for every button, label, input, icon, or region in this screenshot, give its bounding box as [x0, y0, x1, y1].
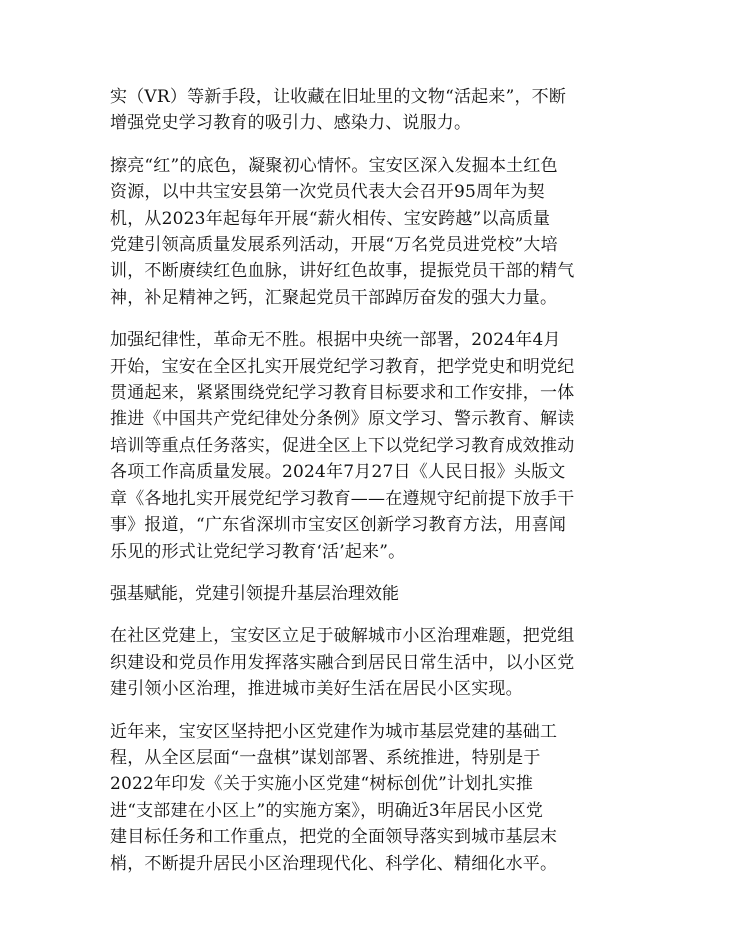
- paragraph-vr-relics: [110, 84, 630, 137]
- section-heading-text: 强基赋能，党建引领提升基层治理效能: [110, 583, 399, 604]
- text-line: 进“支部建在小区上”的实施方案》，明确近3年居民小区党: [110, 800, 544, 821]
- text-line: 机，从2023年起每年开展“薪火相传、宝安跨越”以高质量: [110, 208, 551, 229]
- text-line: 党建引领高质量发展系列活动，开展“万名党员进党校”大培: [110, 235, 558, 256]
- text-line: 推进《中国共产党纪律处分条例》原文学习、警示教育、解读: [110, 409, 575, 430]
- paragraph-community-building: [110, 623, 630, 702]
- text-line: 在社区党建上，宝安区立足于破解城市小区治理难题，把党组: [110, 626, 575, 647]
- text-line: 培训等重点任务落实，促进全区上下以党纪学习教育成效推动: [110, 435, 575, 456]
- text-line: 2022年印发《关于实施小区党建“树标创优”计划扎实推: [110, 774, 534, 795]
- text-line: 建目标任务和工作重点，把党的全面领导落实到城市基层末: [110, 827, 558, 848]
- paragraph-discipline: [110, 327, 630, 565]
- text-line: 梢，不断提升居民小区治理现代化、科学化、精细化水平。: [110, 853, 558, 874]
- text-line: 贯通起来，紧紧围绕党纪学习教育目标要求和工作安排，一体: [110, 383, 575, 404]
- paragraph-recent-years: [110, 719, 630, 877]
- article-body: [110, 84, 630, 893]
- text-line: 近年来，宝安区坚持把小区党建作为城市基层党建的基础工: [110, 721, 558, 742]
- text-line: 织建设和党员作用发挥落实融合到居民日常生活中，以小区党: [110, 652, 575, 673]
- text-line: 资源，以中共宝安县第一次党员代表大会召开95周年为契: [110, 182, 545, 203]
- text-line: 增强党史学习教育的吸引力、感染力、说服力。: [110, 113, 472, 134]
- text-line: 章《各地扎实开展党纪学习教育——在遵规守纪前提下放手干: [110, 488, 575, 509]
- paragraph-red-heritage: [110, 153, 630, 311]
- text-line: 各项工作高质量发展。2024年7月27日《人民日报》头版文: [110, 462, 566, 483]
- text-line: 开始，宝安在全区扎实开展党纪学习教育，把学党史和明党纪: [110, 356, 575, 377]
- text-line: 事》报道，“广东省深圳市宝安区创新学习教育方法，用喜闻: [110, 515, 567, 536]
- text-line: 程，从全区层面“一盘棋”谋划部署、系统推进，特别是于: [110, 747, 541, 768]
- text-line: 加强纪律性，革命无不胜。根据中央统一部署，2024年4月: [110, 330, 561, 351]
- text-line: 建引领小区治理，推进城市美好生活在居民小区实现。: [110, 679, 523, 700]
- text-line: 实（VR）等新手段，让收藏在旧址里的文物“活起来”，不断: [110, 87, 567, 107]
- text-line: 擦亮“红”的底色，凝聚初心情怀。宝安区深入发掘本土红色: [110, 155, 558, 176]
- text-line: 乐见的形式让党纪学习教育‘活’起来”。: [110, 541, 406, 562]
- section-heading: [110, 581, 630, 607]
- text-line: 训，不断赓续红色血脉，讲好红色故事，提振党员干部的精气: [110, 261, 575, 282]
- text-line: 神，补足精神之钙，汇聚起党员干部踔厉奋发的强大力量。: [110, 287, 558, 308]
